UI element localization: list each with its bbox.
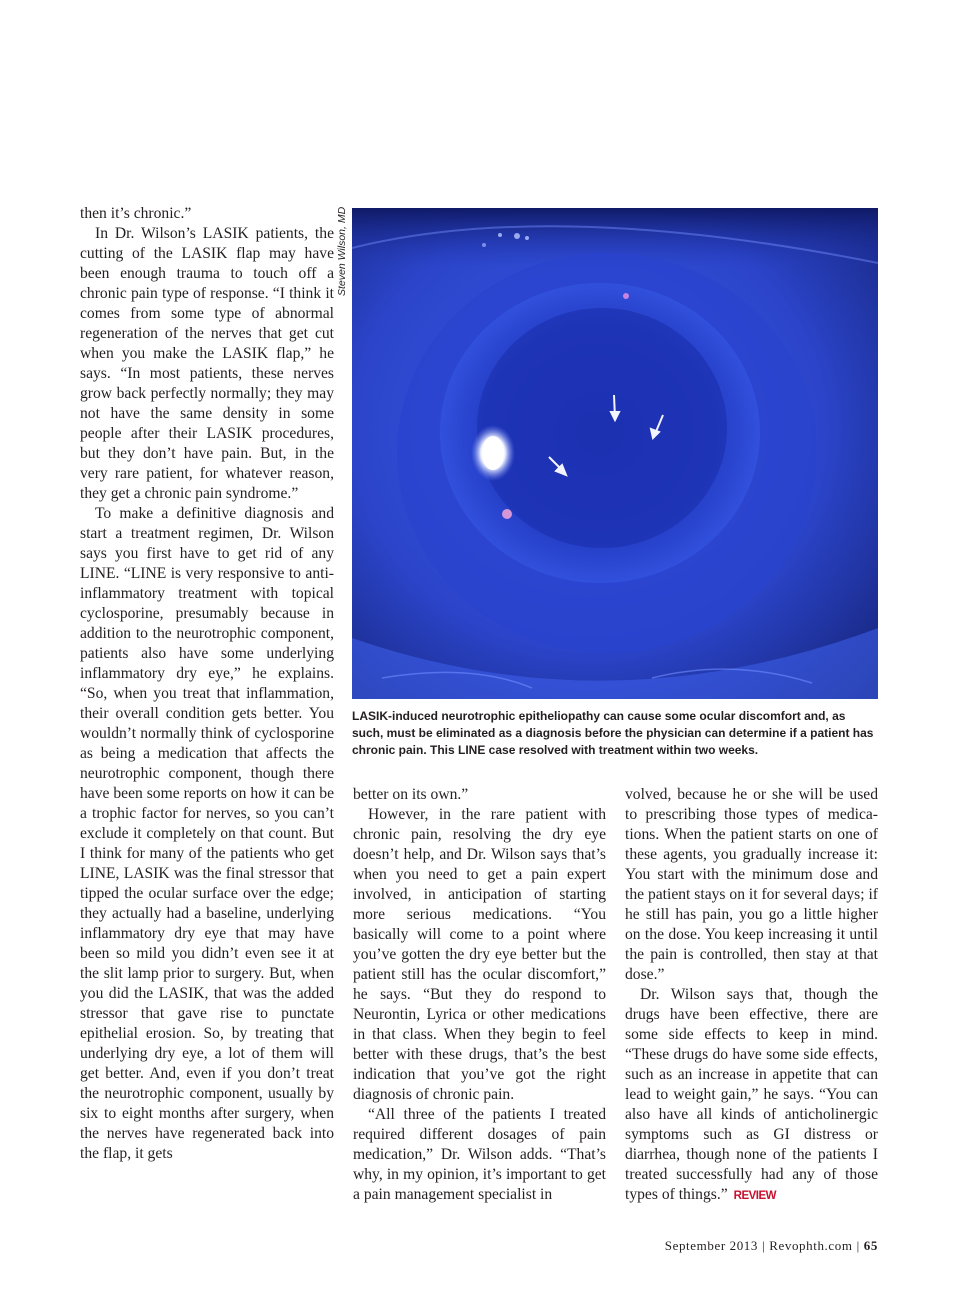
- footer-site: Revophth.com: [769, 1238, 853, 1253]
- review-end-mark: REVIEW: [733, 1190, 777, 1202]
- eye-photo: [352, 208, 878, 699]
- paragraph: [625, 985, 878, 1206]
- page-footer: [665, 1238, 878, 1254]
- paragraph: volved, because he or she will be used to prescribing those types of medications. When the patient starts on one of these agents, you gradually increase it: You start with the minimum dose and the patient stays on it for several days; if he still has pain, you go a little higher on the dose. You keep increasing it until the pain is controlled, then stay at that dose.”: [625, 786, 878, 983]
- footer-date: September 2013: [664, 1238, 758, 1253]
- article-column-1: [80, 204, 334, 1164]
- paragraph: To make a definitive diagnosis and start a treatment regimen, Dr. Wilson says you first have to get rid of any LINE. “LINE is very responsive to anti-inflammatory treatment with topical cyclosporine, presumably because in addition to the neurotrophic component, patients also have some underlying inflammatory dry eye,” he explains. “So, when you treat that inflammation, their overall condition gets better. You wouldn’t normally think of cyclosporine as being a medication that affects the neurotrophic component, though there have been some reports on how it can be a trophic factor for nerves, so you can’t exclude it completely on that count. But I think for many of the patients who get LINE, LASIK was the final stressor that tipped the ocular surface over the edge; they actually had a baseline, underlying inflammatory dry eye that may have been so mild you didn’t even see it at the slit lamp prior to surgery. But, when you did the LASIK, that was the added stressor that gave rise to punctate epithelial erosion. So, by treating that underlying dry eye, a lot of them will get better. And, even if you don’t treat the neurotrophic component, usually by six to eight months after surgery, when the nerves have regenerated back into the flap, it gets: [80, 505, 334, 1162]
- paragraph: better on its own.”: [353, 786, 469, 803]
- paragraph: then it’s chronic.”: [80, 205, 192, 222]
- paragraph: “All three of the patients I treated required different dosages of pain medication,” Dr. Wilson adds. “That’s why, in my opinion, it’s important to get a pain management specialist in: [353, 1106, 606, 1203]
- article-column-2: [353, 785, 606, 1205]
- eye-photo-image: [352, 208, 878, 699]
- paragraph: However, in the rare patient with chronic pain, resolving the dry eye doesn’t help, and Dr. Wilson says that’s when you need to get a pain expert involved, in anticipation of starting more serious medications. “You basically will come to a point where you’ve gotten the dry eye better but the patient still has the ocular discomfort,” he says. “But they do respond to Neurontin, Lyrica or other medications in that class. When they begin to feel better with these drugs, that’s the best indication that you’ve got the right diagnosis of chronic pain.: [353, 806, 606, 1103]
- photo-credit: Steven Wilson, MD: [336, 206, 348, 296]
- footer-divider: |: [856, 1238, 860, 1253]
- page-number: 65: [863, 1238, 878, 1253]
- paragraph-text: Dr. Wilson says that, though the drugs have been effective, there are some side effects to keep in mind. “These drugs do have some side effects, such as an increase in appetite that can lead to weight gain,” he says. “You can also have all kinds of anticholinergic symptoms such as GI distress or diarrhea, though none of the patients I treated successfully had any of those types of things.”: [625, 986, 878, 1203]
- article-column-3: [625, 785, 878, 1206]
- paragraph: In Dr. Wilson’s LASIK patients, the cutting of the LASIK flap may have been enough trauma to touch off a chronic pain type of response. “I think it comes from some type of abnormal regeneration of the nerves that get cut when you make the LASIK flap,” he says. “In most patients, these nerves grow back perfectly normally; they may not have the same density in some people after their LASIK procedures, but they don’t have pain. But, in the very rare patient, for whatever reason, they get a chronic pain syndrome.”: [80, 225, 334, 502]
- figure-caption: LASIK-induced neurotrophic epitheliopathy can cause some ocular discomfort and, as such, must be eliminated as a diagnosis before the physician can determine if a patient has chronic pain. This LINE case resolved with treatment within two weeks.: [352, 709, 874, 757]
- footer-divider: |: [762, 1238, 766, 1253]
